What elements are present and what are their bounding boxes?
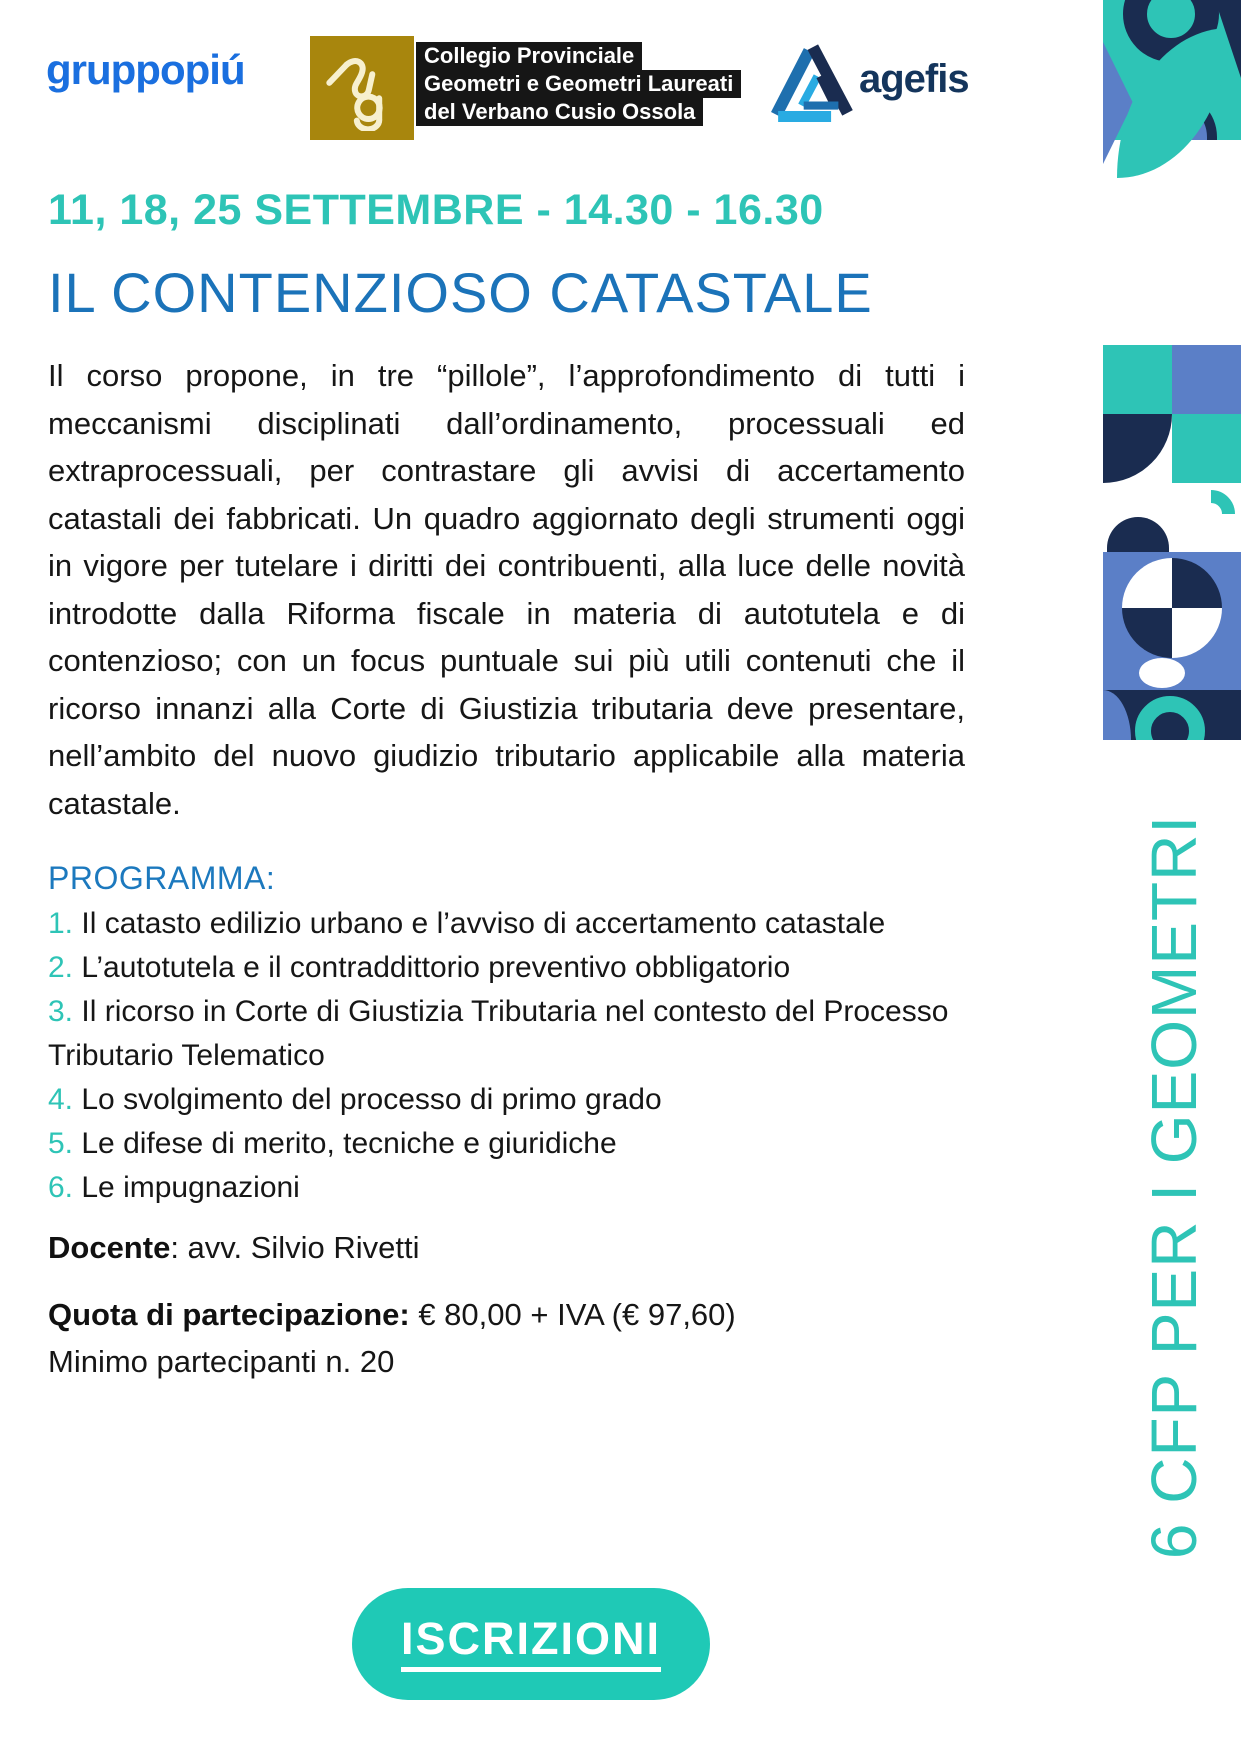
quota-label: Quota di partecipazione:	[48, 1297, 410, 1332]
docente-line	[48, 1230, 420, 1266]
programma-item	[48, 1122, 968, 1166]
iscrizioni-button[interactable]	[352, 1588, 710, 1700]
programma-item-number: 3.	[48, 995, 74, 1028]
event-description: Il corso propone, in tre “pillole”, l’approfondimento di tutti i meccanismi disciplinati dall’ordinamento, processuali ed extraprocessuali, per contrastare gli avvisi di accertamento catastali dei fabbricati. Un quadro aggiornato degli strumenti oggi in vigore per tutelare i diritti dei contribuenti, alla luce delle novità introdotte dalla Riforma fiscale in materia di autotutela e di contenzioso; con un focus puntuale sui più utili contenuti che il ricorso innanzi alla Corte di Giustizia tributaria deve presentare, nell’ambito del nuovo giudizio tributario applicabile alla materia catastale.	[48, 358, 965, 821]
programma-item	[48, 946, 968, 990]
pattern-arch-shape	[1135, 696, 1205, 740]
docente-label: Docente	[48, 1230, 171, 1265]
programma-item-text: Il ricorso in Corte di Giustizia Tributaria nel contesto del Processo Tributario Telematico	[48, 995, 949, 1072]
pattern-tile	[1172, 345, 1241, 414]
collegio-logo-text	[416, 42, 741, 126]
pattern-tile	[1172, 483, 1241, 552]
collegio-monogram-icon	[310, 36, 414, 140]
programma-item-number: 5.	[48, 1127, 74, 1160]
programma-item-text: L’autotutela e il contraddittorio preventivo obbligatorio	[73, 951, 791, 984]
programma-heading: PROGRAMMA:	[48, 860, 276, 896]
agefis-logo	[765, 38, 969, 127]
minimo-partecipanti: Minimo partecipanti n. 20	[48, 1344, 395, 1379]
iscrizioni-button-label: ISCRIZIONI	[401, 1616, 661, 1672]
programma-item-number: 2.	[48, 951, 74, 984]
gruppopiu-logo: gruppopiú	[46, 46, 245, 93]
programma-item	[48, 990, 968, 1078]
programma-list	[48, 902, 968, 1210]
agefis-logo-text: agefis	[859, 57, 969, 101]
programma-item	[48, 902, 968, 946]
programma-item-text: Il catasto edilizio urbano e l’avviso di accertamento catastale	[73, 907, 886, 940]
programma-item-text: Lo svolgimento del processo di primo grado	[73, 1083, 662, 1116]
agefis-triangle-icon	[765, 38, 857, 127]
programma-item	[48, 1078, 968, 1122]
programma-item-number: 6.	[48, 1171, 74, 1204]
pattern-dot-shape	[1139, 658, 1185, 688]
event-dates: 11, 18, 25 SETTEMBRE - 14.30 - 16.30	[48, 186, 824, 234]
cfp-vertical-text: 6 CFP PER I GEOMETRI	[1138, 814, 1210, 1560]
programma-item-number: 4.	[48, 1083, 74, 1116]
pattern-tile	[1103, 690, 1241, 740]
collegio-logo	[310, 36, 741, 140]
pattern-quadrant-circle	[1122, 558, 1222, 658]
pattern-tile	[1103, 552, 1241, 690]
docente-value: : avv. Silvio Rivetti	[170, 1230, 420, 1265]
quota-line	[48, 1297, 736, 1333]
decorative-pattern	[1103, 0, 1241, 740]
programma-item-number: 1.	[48, 907, 74, 940]
collegio-logo-line1: Collegio Provinciale	[416, 42, 642, 70]
collegio-logo-line2: Geometri e Geometri Laureati	[416, 70, 741, 98]
pattern-quarter-circle	[1103, 690, 1131, 740]
programma-item	[48, 1166, 968, 1210]
programma-item-text: Le impugnazioni	[73, 1171, 300, 1204]
pattern-tile	[1103, 345, 1172, 414]
collegio-logo-line3: del Verbano Cusio Ossola	[416, 98, 703, 126]
page-title: IL CONTENZIOSO CATASTALE	[48, 261, 873, 324]
pattern-tile	[1172, 414, 1241, 483]
programma-item-text: Le difese di merito, tecniche e giuridiche	[73, 1127, 617, 1160]
quota-value: € 80,00 + IVA (€ 97,60)	[409, 1297, 736, 1332]
